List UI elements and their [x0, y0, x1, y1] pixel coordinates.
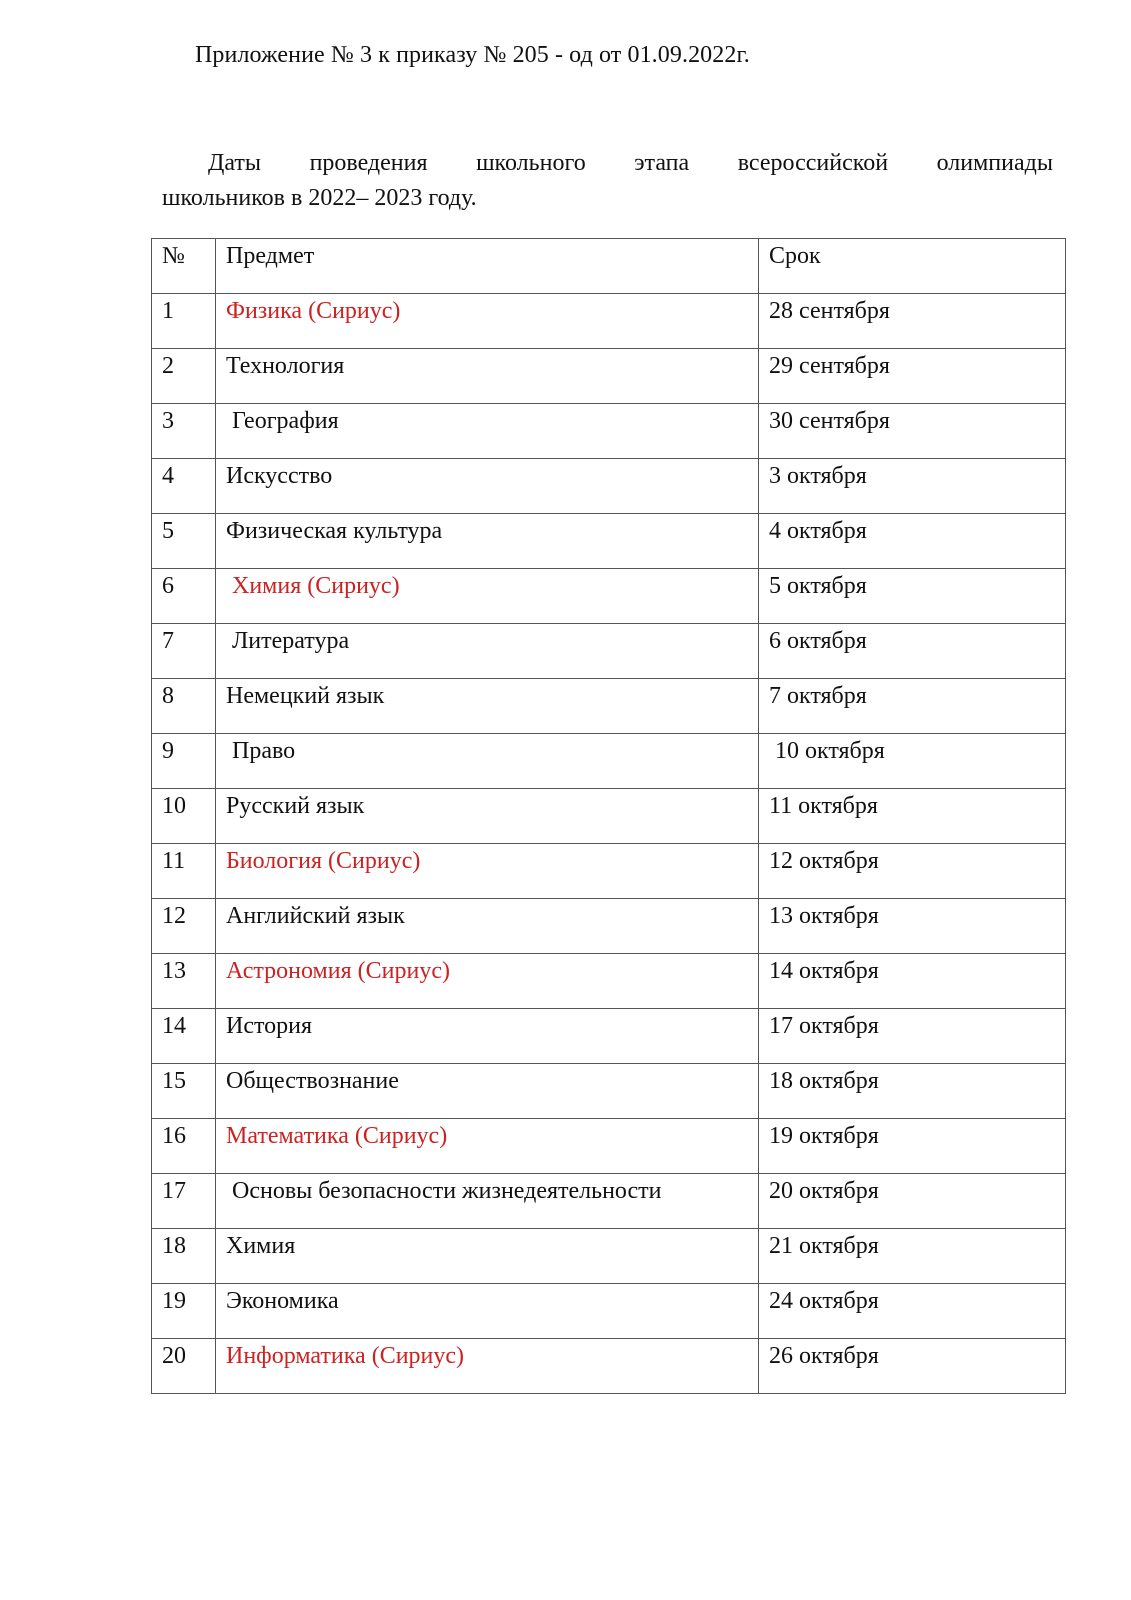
row-num-cell — [152, 1009, 216, 1064]
row-subject-cell — [216, 734, 759, 789]
row-date: 5 октября — [769, 573, 867, 599]
row-num-cell — [152, 1229, 216, 1284]
row-date-cell — [759, 789, 1066, 844]
row-num: 12 — [162, 903, 186, 929]
row-date-cell — [759, 514, 1066, 569]
row-subject: География — [232, 408, 339, 434]
row-num: 19 — [162, 1288, 186, 1314]
row-subject-cell — [216, 1009, 759, 1064]
row-date-cell — [759, 1174, 1066, 1229]
row-subject: Литература — [232, 628, 350, 654]
row-subject-cell — [216, 1284, 759, 1339]
table-row — [152, 569, 1066, 624]
row-subject-cell — [216, 624, 759, 679]
intro-word: Даты — [208, 150, 262, 176]
row-subject: Английский язык — [226, 903, 405, 929]
table-row — [152, 899, 1066, 954]
table-row — [152, 789, 1066, 844]
row-num-cell — [152, 789, 216, 844]
row-subject: Технология — [226, 353, 345, 379]
row-subject-cell — [216, 899, 759, 954]
table-row — [152, 1064, 1066, 1119]
row-subject-cell — [216, 954, 759, 1009]
row-num: 9 — [162, 738, 174, 764]
appendix-heading: Приложение № 3 к приказу № 205 - од от 01.09.2022г. — [195, 42, 750, 68]
intro-line-1 — [162, 146, 1053, 181]
row-num: 20 — [162, 1343, 186, 1369]
row-subject-cell — [216, 404, 759, 459]
row-subject: Информатика (Сириус) — [226, 1343, 465, 1369]
row-num: 17 — [162, 1178, 186, 1204]
row-num: 16 — [162, 1123, 186, 1149]
row-date: 29 сентября — [769, 353, 890, 379]
row-num-cell — [152, 349, 216, 404]
intro-paragraph — [162, 146, 1053, 216]
row-date: 26 октября — [769, 1343, 879, 1369]
row-num: 4 — [162, 463, 174, 489]
row-date-cell — [759, 1339, 1066, 1394]
row-num-cell — [152, 1064, 216, 1119]
row-subject-cell — [216, 569, 759, 624]
table-row — [152, 1229, 1066, 1284]
row-subject: История — [226, 1013, 313, 1039]
row-subject: Математика (Сириус) — [226, 1123, 448, 1149]
row-subject-cell — [216, 1229, 759, 1284]
row-subject: Химия (Сириус) — [232, 573, 400, 599]
table-row — [152, 459, 1066, 514]
row-num: 10 — [162, 793, 186, 819]
row-num-cell — [152, 624, 216, 679]
row-date: 10 октября — [775, 738, 885, 764]
row-num-cell — [152, 954, 216, 1009]
row-date-cell — [759, 349, 1066, 404]
row-date: 6 октября — [769, 628, 867, 654]
row-num-cell — [152, 679, 216, 734]
row-subject: Право — [232, 738, 296, 764]
row-num-cell — [152, 404, 216, 459]
table-row — [152, 1284, 1066, 1339]
row-num-cell — [152, 899, 216, 954]
row-subject: Биология (Сириус) — [226, 848, 421, 874]
intro-word: проведения — [309, 150, 428, 176]
table-row — [152, 514, 1066, 569]
row-date: 21 октября — [769, 1233, 879, 1259]
row-num-cell — [152, 514, 216, 569]
table-row — [152, 679, 1066, 734]
row-date-cell — [759, 1009, 1066, 1064]
row-date: 18 октября — [769, 1068, 879, 1094]
table-row — [152, 294, 1066, 349]
row-date: 30 сентября — [769, 408, 890, 434]
row-date-cell — [759, 734, 1066, 789]
header-date-label: Срок — [769, 243, 821, 269]
row-subject-cell — [216, 1064, 759, 1119]
table-row — [152, 1174, 1066, 1229]
header-num-label: № — [162, 243, 185, 269]
row-date: 28 сентября — [769, 298, 890, 324]
table-row — [152, 1009, 1066, 1064]
row-num: 3 — [162, 408, 174, 434]
row-subject: Немецкий язык — [226, 683, 385, 709]
row-num-cell — [152, 1174, 216, 1229]
row-subject: Основы безопасности жизнедеятельности — [232, 1178, 662, 1204]
row-num: 14 — [162, 1013, 186, 1039]
row-date: 19 октября — [769, 1123, 879, 1149]
row-date-cell — [759, 1064, 1066, 1119]
row-num: 5 — [162, 518, 174, 544]
row-subject: Физическая культура — [226, 518, 443, 544]
row-subject-cell — [216, 349, 759, 404]
row-date: 3 октября — [769, 463, 867, 489]
row-date: 24 октября — [769, 1288, 879, 1314]
row-num-cell — [152, 294, 216, 349]
row-date-cell — [759, 624, 1066, 679]
table-row — [152, 404, 1066, 459]
row-date-cell — [759, 1119, 1066, 1174]
row-num: 8 — [162, 683, 174, 709]
header-subject — [216, 239, 759, 294]
row-date-cell — [759, 1229, 1066, 1284]
row-num-cell — [152, 1284, 216, 1339]
row-subject-cell — [216, 459, 759, 514]
table-row — [152, 844, 1066, 899]
table-row — [152, 1119, 1066, 1174]
row-subject-cell — [216, 844, 759, 899]
row-num: 11 — [162, 848, 186, 874]
row-date-cell — [759, 404, 1066, 459]
row-subject-cell — [216, 1339, 759, 1394]
row-date: 14 октября — [769, 958, 879, 984]
row-num: 13 — [162, 958, 186, 984]
row-subject: Астрономия (Сириус) — [226, 958, 450, 984]
row-num-cell — [152, 459, 216, 514]
row-num-cell — [152, 844, 216, 899]
intro-line-2: школьников в 2022– 2023 году. — [162, 185, 477, 211]
row-date-cell — [759, 844, 1066, 899]
row-num-cell — [152, 734, 216, 789]
row-subject: Искусство — [226, 463, 333, 489]
row-date-cell — [759, 294, 1066, 349]
row-date-cell — [759, 679, 1066, 734]
header-subject-label: Предмет — [226, 243, 315, 269]
row-subject: Экономика — [226, 1288, 339, 1314]
row-subject-cell — [216, 1174, 759, 1229]
row-num-cell — [152, 1339, 216, 1394]
row-date-cell — [759, 1284, 1066, 1339]
header-date — [759, 239, 1066, 294]
row-date: 13 октября — [769, 903, 879, 929]
row-date-cell — [759, 899, 1066, 954]
olympiad-schedule-table — [151, 238, 1066, 1394]
row-num: 7 — [162, 628, 174, 654]
row-subject-cell — [216, 789, 759, 844]
row-subject-cell — [216, 294, 759, 349]
table-header-row — [152, 239, 1066, 294]
row-date-cell — [759, 459, 1066, 514]
intro-word: этапа — [634, 150, 690, 176]
header-num — [152, 239, 216, 294]
row-num: 2 — [162, 353, 174, 379]
row-num-cell — [152, 569, 216, 624]
table-row — [152, 954, 1066, 1009]
row-num: 15 — [162, 1068, 186, 1094]
row-date: 7 октября — [769, 683, 867, 709]
row-subject-cell — [216, 1119, 759, 1174]
row-subject-cell — [216, 514, 759, 569]
row-date: 17 октября — [769, 1013, 879, 1039]
row-date-cell — [759, 569, 1066, 624]
row-date: 12 октября — [769, 848, 879, 874]
intro-word: всероссийской — [737, 150, 889, 176]
table-row — [152, 349, 1066, 404]
row-num: 6 — [162, 573, 174, 599]
row-num-cell — [152, 1119, 216, 1174]
row-subject-cell — [216, 679, 759, 734]
row-num: 18 — [162, 1233, 186, 1259]
table-row — [152, 1339, 1066, 1394]
row-num: 1 — [162, 298, 174, 324]
table-row — [152, 624, 1066, 679]
row-subject: Химия — [226, 1233, 296, 1259]
row-subject: Физика (Сириус) — [226, 298, 401, 324]
intro-word: школьного — [476, 150, 586, 176]
row-subject: Обществознание — [226, 1068, 399, 1094]
row-subject: Русский язык — [226, 793, 365, 819]
row-date: 20 октября — [769, 1178, 879, 1204]
intro-word: олимпиады — [936, 150, 1053, 176]
row-date-cell — [759, 954, 1066, 1009]
table-row — [152, 734, 1066, 789]
row-date: 4 октября — [769, 518, 867, 544]
row-date: 11 октября — [769, 793, 878, 819]
